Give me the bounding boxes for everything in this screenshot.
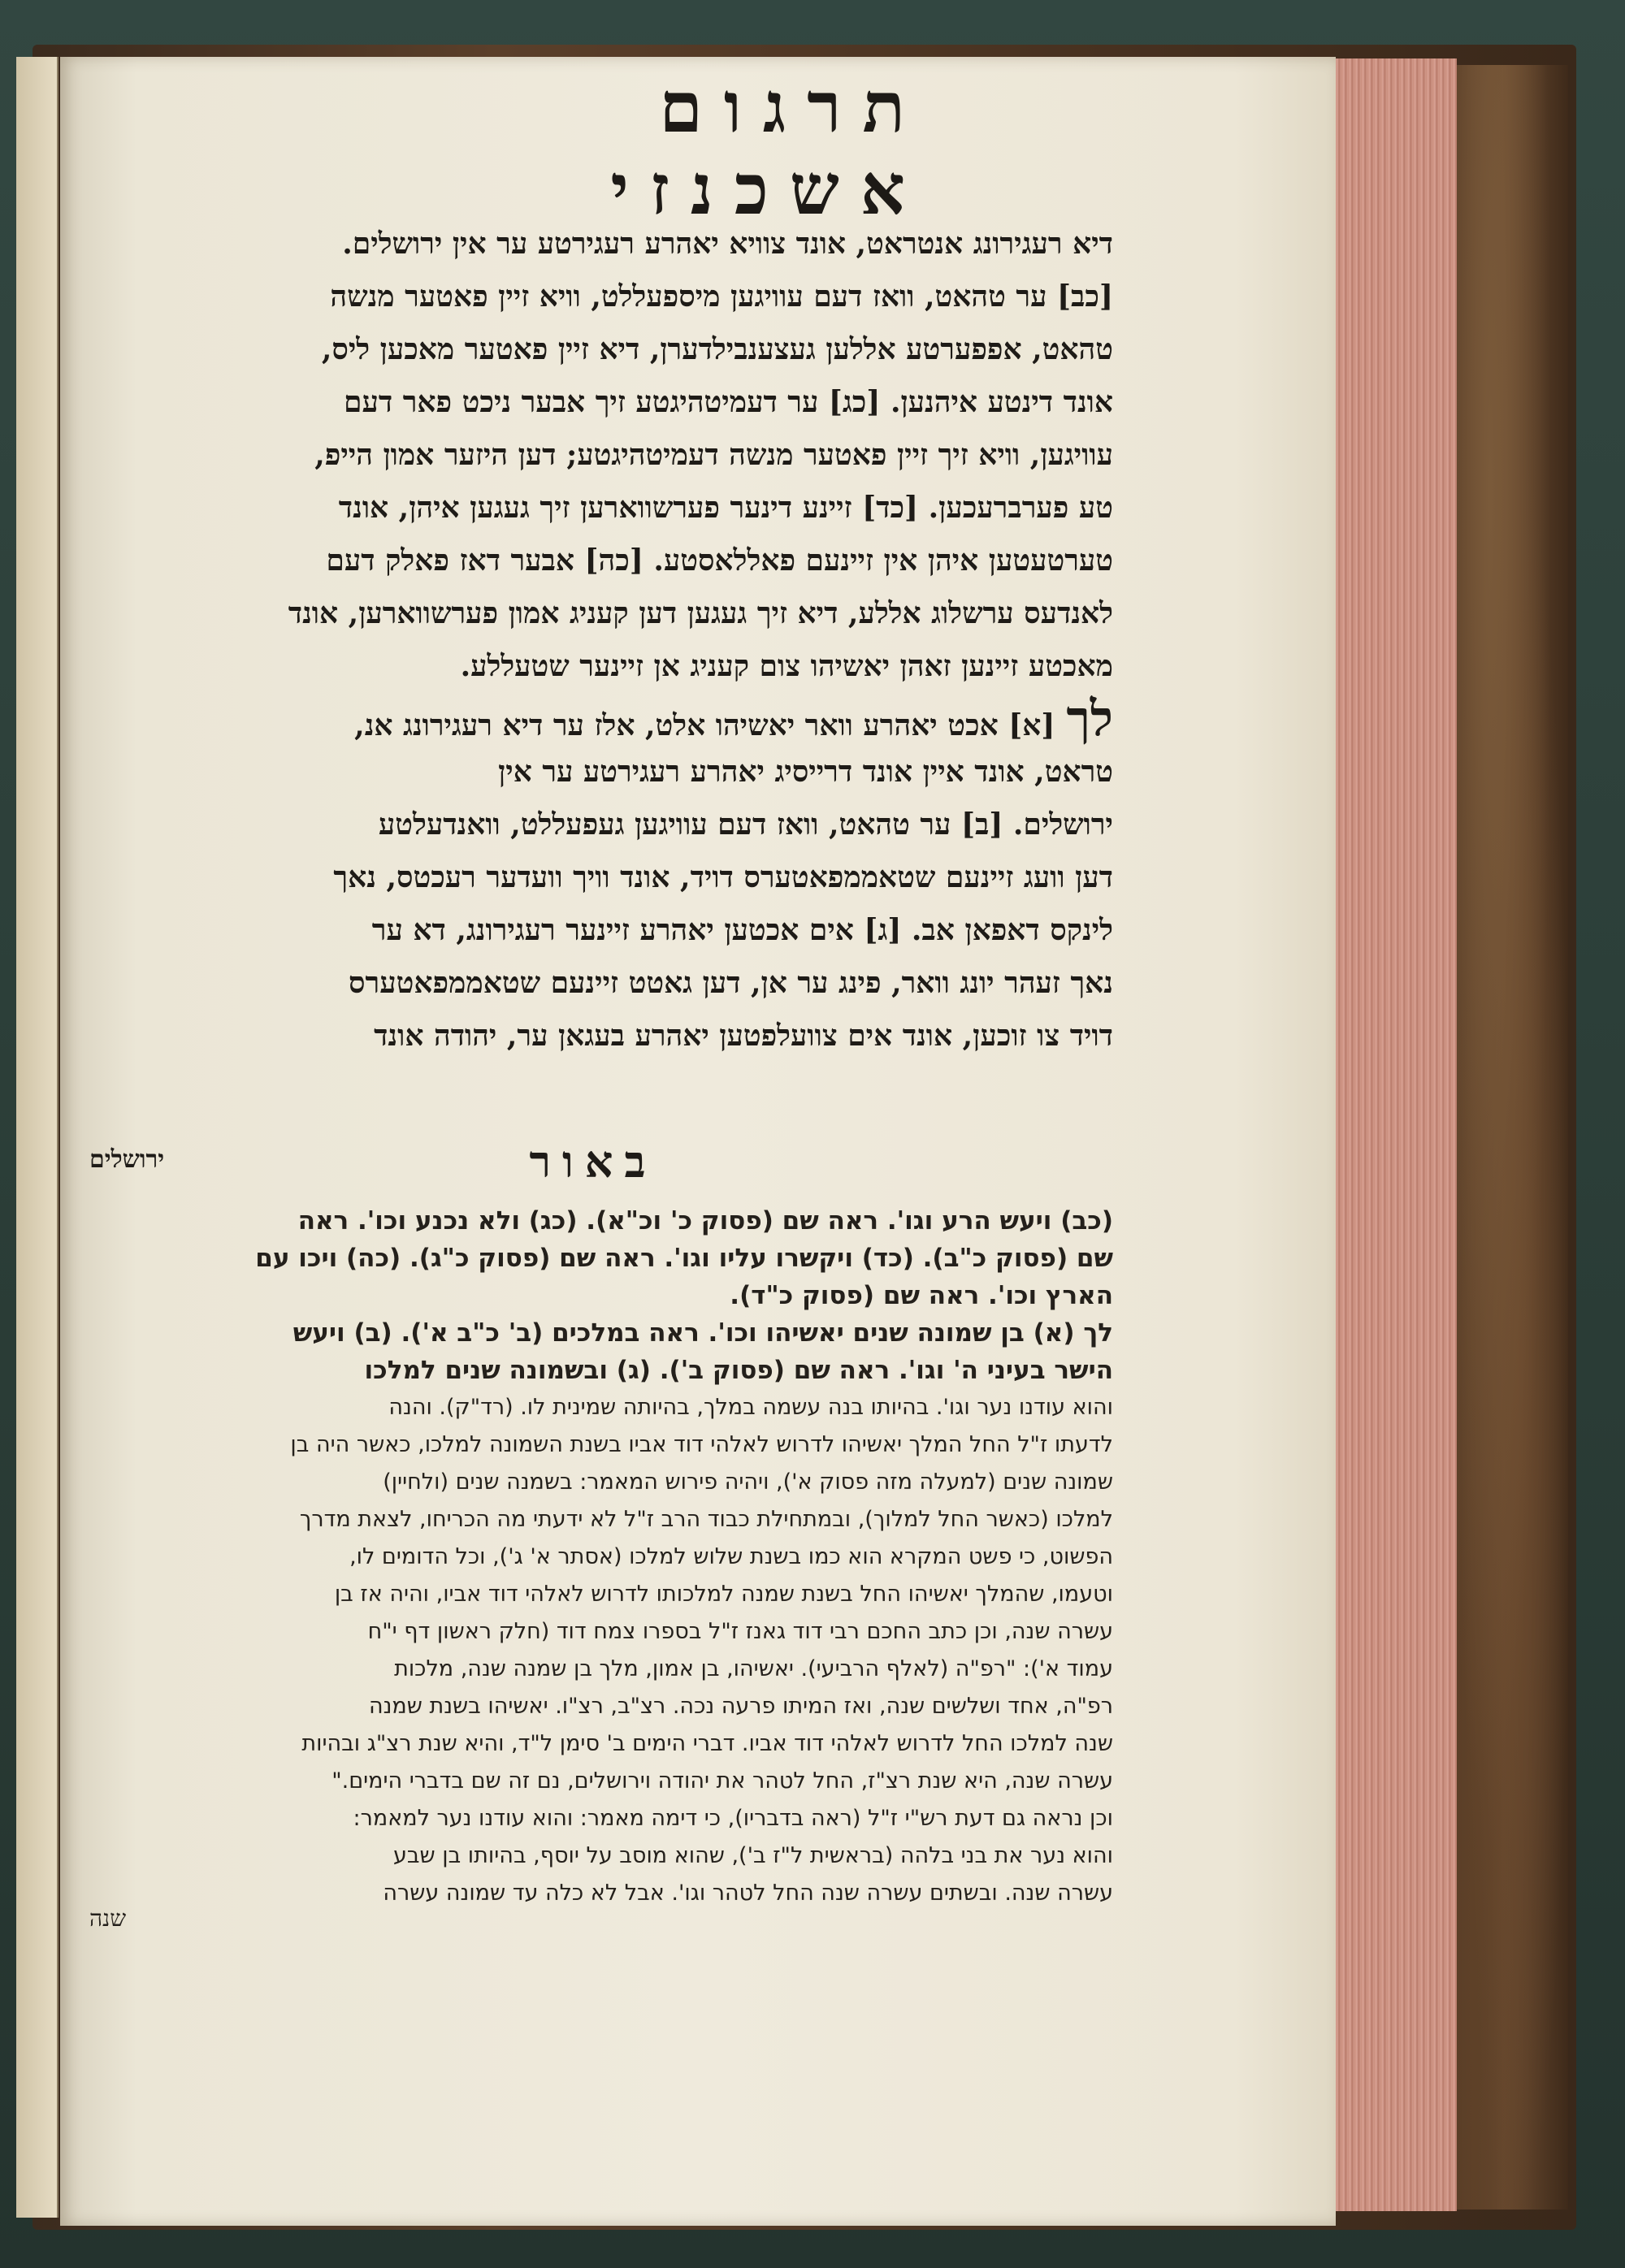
page-block-edge <box>1332 58 1457 2211</box>
commentary-line: רפ"ה, אחד ושלשים שנה, ואז המיתו פרעה נכה. רצ"ב, רצ"ו. יאשיהו בשנת שמנה <box>368 1694 1113 1719</box>
text-line: [כב] ער טהאט, וואז דעם עוויגען מיספעללט, וויא זיין פאטער מנשה <box>330 279 1113 314</box>
commentary-line: והוא נער את בני בלהה (בראשית ל"ז ב'), שהוא מוסב על יוסף, בהיותו בן שבע <box>393 1843 1113 1868</box>
text-line: טראט, אונד איין אונד דרייסיג יאהרע רעגירטע ער אין <box>498 755 1113 789</box>
commentary-line: והוא עודנו נער וגו'. בהיותו בנה עשמה במלך, בהיותה שמינית לו. (רד"ק). והנה <box>388 1395 1113 1420</box>
commentary-line: הפשוט, כי פשט המקרא הוא כמו בשנת שלוש למלכו (אסתר א' ג'), וכל הדומים לו, <box>349 1544 1113 1569</box>
text-line: ירושלים. [ב] ער טהאט, וואז דעם עוויגען געפעללט, וואנדעלטע <box>378 807 1113 842</box>
commentary-line: לך (א) בן שמונה שנים יאשיהו וכו'. ראה במלכים (ב' כ"ב א'). (ב) ויעש <box>292 1318 1113 1348</box>
footer-catch-word: שנה <box>89 1905 127 1932</box>
text-line: דען וועג זיינעם שטאממפאטערס דויד, אונד וויך וועדער רעכטס, נאך <box>333 860 1113 894</box>
text-line: לינקס דאפאן אב. [ג] אים אכטען יאהרע זיינער רעגירונג, דא ער <box>371 913 1113 947</box>
text-line: מאכטע זיינען זאהן יאשיהו צום קעניג אן זיינער שטעללע. <box>460 649 1113 683</box>
text-line: נאך זעהר יונג וואר, פינג ער אן, דען גאטט זיינעם שטאממפאטערס <box>349 966 1113 1000</box>
text-line: אונד דינטע איהנען. [כג] ער דעמיטהיגטע זיך אבער ניכט פאר דעם <box>344 385 1113 419</box>
commentary-line: למלכו (כאשר החל למלוך), ובמתחילת כבוד הרב ז"ל לא ידעתי מה הכריחו, לצאת מדרך <box>299 1507 1113 1532</box>
commentary-line: וטעמו, שהמלך יאשיהו החל בשנת שמנה למלכותו לדרוש לאלהי דוד אביו, והיה אז בן <box>334 1582 1113 1607</box>
commentary <box>57 1202 1113 1912</box>
text-line: טע פערברעכען. [כד] זיינע דינער פערשווארען זיך געגען איהן, אונד <box>338 491 1113 525</box>
commentary-line: שמונה שנים (למעלה מזה פסוק א'), ויהיה פירוש המאמר: בשמנה שנים (ולחיין) <box>383 1469 1113 1495</box>
commentary-line: (כב) ויעש הרע וגו'. ראה שם (פסוק כ' וכ"א). (כג) ולא נכנע וכו'. ראה <box>297 1206 1113 1236</box>
commentary-line: לדעתו ז"ל החל המלך יאשיהו לדרוש לאלהי דוד אביו בשנת השמונה למלכו, כאשר היה בן <box>290 1432 1113 1457</box>
text-line: לאנדעס ערשלוג אללע, דיא זיך געגען דען קעניג אמון פערשווארען, אונד <box>288 596 1113 630</box>
text-line: עוויגען, וויא זיך זיין פאטער מנשה דעמיטהיגטע; דען היזער אמון הייפ, <box>314 438 1113 472</box>
commentary-line: עשרה שנה. ובשתים עשרה שנה החל לטהר וגו'. אבל לא כלה עד שמונה עשרה <box>383 1881 1113 1906</box>
commentary-line: שנה למלכו החל לדרוש לאלהי דוד אביו. דברי הימים ב' סימן ל"ד, והיא שנת רצ"ג ובהיות <box>301 1731 1113 1756</box>
section-title: באור <box>529 1136 657 1188</box>
text-line: טערטעטען איהן אין זיינעם פאללאסטע. [כה] אבער דאז פאלק דעם <box>326 543 1113 578</box>
commentary-line: עמוד א'): "רפ"ה (לאלף הרביעי). יאשיהו, בן אמון, מלך בן שמנה שנה, מלכות <box>394 1656 1113 1682</box>
catch-word: ירושלים <box>89 1145 165 1174</box>
text-line <box>57 693 1113 746</box>
main-text <box>57 218 1113 1063</box>
commentary-line: וכן נראה גם דעת רש"י ז"ל (ראה בדבריו), כי דימה מאמר: והוא עודנו נער למאמר: <box>353 1806 1113 1831</box>
leather-binding <box>1438 65 1568 2210</box>
chapter-marker: לך <box>1066 693 1113 746</box>
text-line: דיא רעגירונג אנטראט, אונד צוויא יאהרע רעגירטע ער אין ירושלים. <box>342 227 1113 261</box>
commentary-line: הארץ וכו'. ראה שם (פסוק כ"ד). <box>730 1281 1113 1310</box>
facing-page-edge <box>16 57 58 2218</box>
text-line-body: [א] אכט יאהרע וואר יאשיהו אלט, אלז ער דיא רעגירונג אנ, <box>354 708 1055 742</box>
commentary-line: עשרה שנה, וכן כתב החכם רבי דוד גאנז ז"ל בספרו צמח דוד (חלק ראשון דף י"ח <box>367 1619 1113 1644</box>
text-line: טהאט, אפפערטע אללען געצענבילדערן, דיא זיין פאטער מאכען ליס, <box>321 332 1113 366</box>
text-line: דויד צו זוכען, אונד אים צוועלפטען יאהרע בעגאן ער, יהודה אונד <box>374 1019 1113 1053</box>
running-head: תרגום אשכנזי <box>610 67 926 231</box>
commentary-line: עשרה שנה, היא שנת רצ"ז, החל לטהר את יהודה וירושלים, נם זה שם בדברי הימים." <box>332 1768 1113 1794</box>
commentary-line: הישר בעיני ה' וגו'. ראה שם (פסוק ב'). (ג) ובשמונה שנים למלכו <box>364 1356 1113 1385</box>
commentary-line: שם (פסוק כ"ב). (כד) ויקשרו עליו וגו'. ראה שם (פסוק כ"ג). (כה) ויכו עם <box>255 1244 1113 1273</box>
